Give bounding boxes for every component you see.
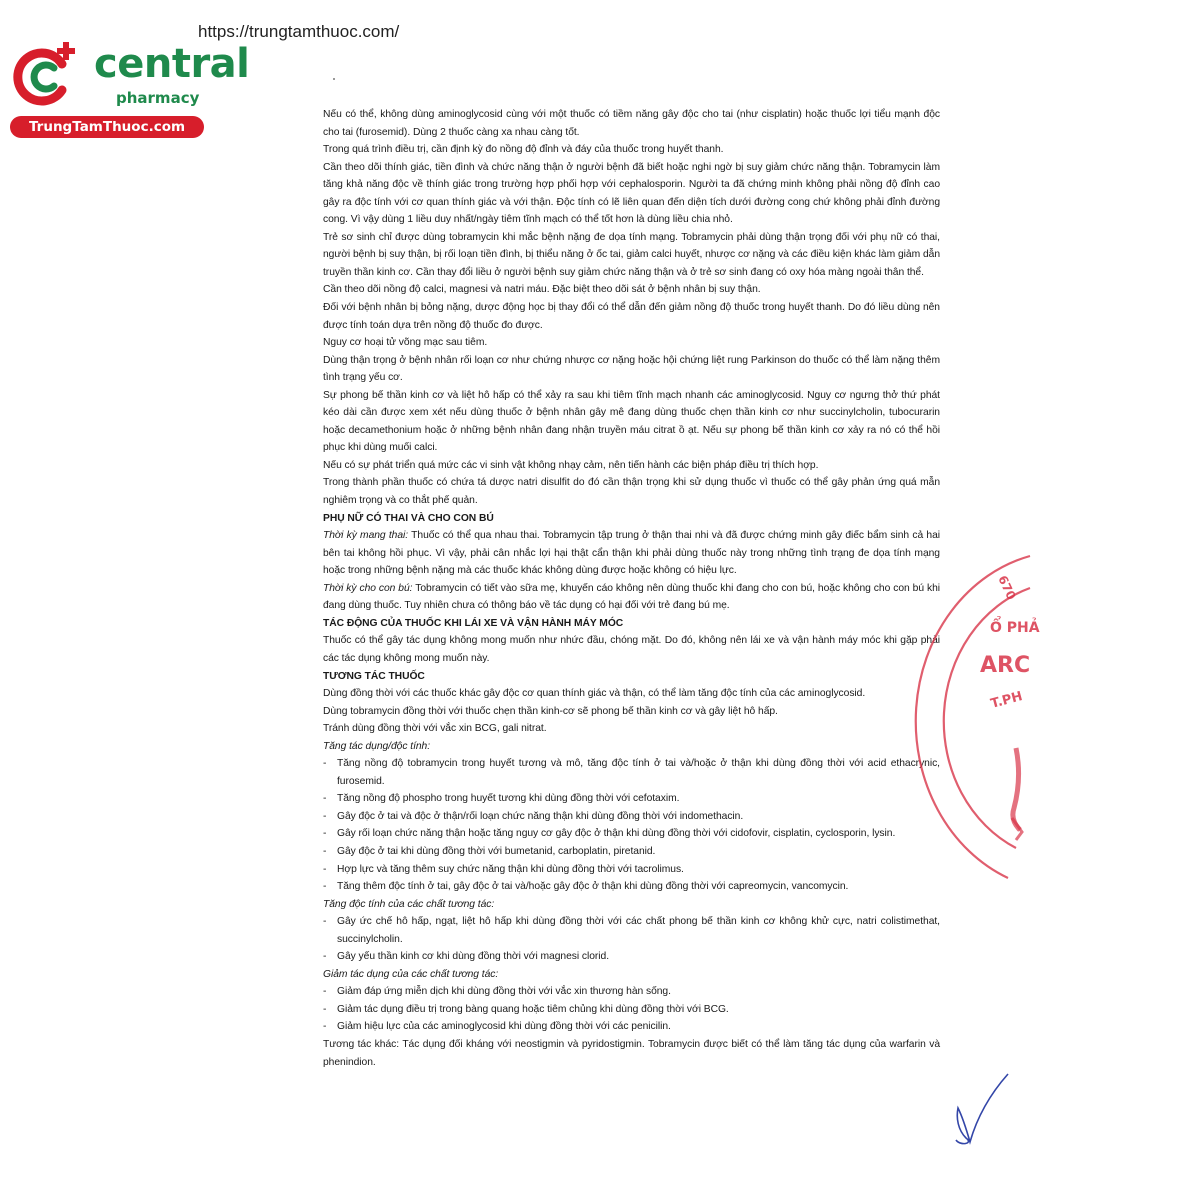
stamp-text-2: Ổ PHẢ <box>990 620 1040 636</box>
section-heading-pregnancy: PHỤ NỮ CÓ THAI VÀ CHO CON BÚ <box>323 512 494 524</box>
document-body <box>323 106 940 1071</box>
paragraph: Sự phong bế thần kinh cơ và liệt hô hấp có thể xảy ra sau khi tiêm tĩnh mạch nhanh các aminoglycosid. Nguy cơ ngưng thở thứ phát kéo dài cần được xem xét nếu dùng thuốc ở bệnh nhân gây mê đang dùng thuốc chẹn thần kinh cơ như succinylcholin, tubocurarin hoặc decamethonium hoặc ở những bệnh nhân đang nhận truyền máu citrat ồ ạt. Nếu sự phong bế thần kinh cơ xảy ra nó có thể hồi phục khi dùng muối calci. <box>323 389 940 454</box>
stamp-text-3: ARC <box>980 653 1031 678</box>
paragraph: Tương tác khác: Tác dụng đối kháng với neostigmin và pyridostigmin. Tobramycin được biết có thể làm tăng tác dụng của warfarin và phenindion. <box>323 1038 940 1068</box>
stamp-text-4: T.PH <box>989 689 1025 712</box>
list-item: - Gây độc ở tai khi dùng đồng thời với bumetanid, carboplatin, piretanid. <box>323 843 940 861</box>
logo-word: central <box>94 41 250 87</box>
list-item: - Giảm đáp ứng miễn dịch khi dùng đồng thời với vắc xin thương hàn sống. <box>323 983 940 1001</box>
section-heading-driving: TÁC ĐỘNG CỦA THUỐC KHI LÁI XE VÀ VẬN HÀNH MÁY MÓC <box>323 617 624 629</box>
signature-icon <box>948 1070 1010 1150</box>
list-item: - Tăng nồng độ phospho trong huyết tương khi dùng đồng thời với cefotaxim. <box>323 790 940 808</box>
paragraph: Dùng thận trọng ở bệnh nhân rối loạn cơ như chứng nhược cơ nặng hoặc hội chứng liệt rung Parkinson do thuốc có thể làm nặng thêm tình trạng yếu cơ. <box>323 354 940 384</box>
lactation-text: Tobramycin có tiết vào sữa mẹ, khuyến cáo không nên dùng thuốc khi đang cho con bú, hoặc không cho con bú khi đang dùng thuốc. Tuy nhiên chưa có thông báo về tác dụng có hại đối với trẻ đang bú mẹ. <box>323 582 940 612</box>
paragraph: Dùng đồng thời với các thuốc khác gây độc cơ quan thính giác và thận, có thể làm tăng độc tính của các aminoglycosid. <box>323 688 866 700</box>
paragraph: Nếu có thể, không dùng aminoglycosid cùng với một thuốc có tiềm năng gây độc cho tai (như cisplatin) hoặc thuốc lợi tiểu mạnh độc cho tai (furosemid). Dùng 2 thuốc càng xa nhau càng tốt. <box>323 109 940 138</box>
scan-mark <box>333 78 335 80</box>
list-item: - Gây yếu thần kinh cơ khi dùng đồng thời với magnesi clorid. <box>323 948 940 966</box>
paragraph: Cần theo dõi thính giác, tiền đình và chức năng thận ở người bệnh đã biết hoặc nghi ngờ bị suy giảm chức năng thận. Tobramycin làm tăng khả năng độc về thính giác trong trường hợp phối hợp với cephalosporin. Người ta đã chứng minh không phải nồng độ đỉnh cao gây ra độc tính với cơ quan thính giác và với thận. Độc tính có lẽ liên quan đến diện tích dưới đường cong chứ không phải đỉnh đường cong. Vì vậy dùng 1 liều duy nhất/ngày tiêm tĩnh mạch có thể tốt hơn là dùng liều chia nhỏ. <box>323 161 940 226</box>
list-item: - Tăng thêm độc tính ở tai, gây độc ở tai và/hoặc gây độc ở thận khi dùng đồng thời với capreomycin, vancomycin. <box>323 878 940 896</box>
list-item: - Hợp lực và tăng thêm suy chức năng thận khi dùng đồng thời với tacrolimus. <box>323 861 940 879</box>
list-item: - Gây ức chế hô hấp, ngạt, liệt hô hấp khi dùng đồng thời với các chất phong bế thần kinh cơ không khử cực, natri colistimethat, succinylcholin. <box>323 913 940 948</box>
list-item: - Gây độc ở tai và độc ở thận/rối loạn chức năng thận khi dùng đồng thời với indomethacin. <box>323 808 940 826</box>
paragraph: Cần theo dõi nồng độ calci, magnesi và natri máu. Đặc biệt theo dõi sát ở bệnh nhân bị suy thận. <box>323 284 761 296</box>
company-stamp-icon <box>968 548 1040 888</box>
paragraph-lactation <box>323 580 940 615</box>
paragraph: Trong thành phần thuốc có chứa tá dược natri disulfit do đó cần thận trọng khi sử dụng thuốc vì thuốc có thể gây phản ứng quá mẫn nghiêm trọng và co thắt phế quản. <box>323 477 940 507</box>
pregnancy-label: Thời kỳ mang thai: <box>323 530 409 542</box>
list-item: - Tăng nồng độ tobramycin trong huyết tương và mô, tăng độc tính ở tai và/hoặc ở thận khi dùng đồng thời với acid ethacrynic, furosemid. <box>323 755 940 790</box>
list-item: - Gây rối loạn chức năng thận hoặc tăng nguy cơ gây độc ở thận khi dùng đồng thời với cidofovir, cisplatin, cyclosporin, lysin. <box>323 825 940 843</box>
source-url[interactable]: https://trungtamthuoc.com/ <box>198 22 400 41</box>
paragraph: Dùng tobramycin đồng thời với thuốc chẹn thần kinh-cơ sẽ phong bế thần kinh cơ và gây liệt hô hấp. <box>323 705 778 717</box>
stamp-text-1: 670 <box>995 573 1019 602</box>
pregnancy-text: Thuốc có thể qua nhau thai. Tobramycin tập trung ở thận thai nhi và đã được chứng minh gây điếc bẩm sinh cả hai bên tai không hồi phục. Vì vậy, phải cân nhắc lợi hại thật cẩn thận khi phải dùng thuốc này trong những tình trạng đe dọa tính mạng hoặc trong những bệnh nặng mà các thuốc khác không dùng được hoặc không có hiệu lực. <box>323 530 940 577</box>
subheading-increased-effect: Tăng tác dụng/độc tính: <box>323 740 431 752</box>
paragraph-pregnancy <box>323 527 940 580</box>
subheading-decreased-effect: Giảm tác dụng của các chất tương tác: <box>323 968 499 980</box>
paragraph: Nếu có sự phát triển quá mức các vi sinh vật không nhạy cảm, nên tiến hành các biện pháp điều trị thích hợp. <box>323 459 819 471</box>
paragraph: Tránh dùng đồng thời với vắc xin BCG, gali nitrat. <box>323 723 547 735</box>
paragraph: Trẻ sơ sinh chỉ được dùng tobramycin khi mắc bệnh nặng đe dọa tính mạng. Tobramycin phải dùng thận trọng đối với phụ nữ có thai, người bệnh bị suy thận, bị rối loạn tiền đình, bị thiểu năng ở ốc tai, giảm calci huyết, nhược cơ nặng và các điều kiện khác làm giảm dẫn truyền thần kinh cơ. Cần thay đổi liều ở người bệnh suy giảm chức năng thận và ở trẻ sơ sinh đang có oxy hóa màng ngoài thân thể. <box>323 231 940 278</box>
logo-subtitle: pharmacy <box>116 89 200 107</box>
paragraph: Thuốc có thể gây tác dụng không mong muốn như nhức đầu, chóng mặt. Do đó, không nên lái xe và vận hành máy móc khi gặp phải các tác dụng không mong muốn này. <box>323 635 940 664</box>
logo-mark-icon <box>8 34 98 114</box>
section-heading-interactions: TƯƠNG TÁC THUỐC <box>323 670 425 682</box>
lactation-label: Thời kỳ cho con bú: <box>323 582 413 594</box>
list-item: - Giảm hiệu lực của các aminoglycosid khi dùng đồng thời với các penicilin. <box>323 1018 940 1036</box>
subheading-increased-toxicity: Tăng độc tính của các chất tương tác: <box>323 898 495 910</box>
paragraph: Đối với bệnh nhân bị bỏng nặng, dược động học bị thay đổi có thể dẫn đến giảm nồng độ thuốc trong huyết thanh. Do đó liều dùng nên được tính toán dựa trên nồng độ thuốc đo được. <box>323 302 940 331</box>
paragraph: Nguy cơ hoại tử võng mạc sau tiêm. <box>323 337 488 349</box>
central-pharmacy-logo[interactable] <box>8 34 250 140</box>
list-item: - Giảm tác dụng điều trị trong bàng quang hoặc tiêm chủng khi dùng đồng thời với BCG. <box>323 1001 940 1019</box>
logo-site-bar: TrungTamThuoc.com <box>10 116 204 138</box>
paragraph: Trong quá trình điều trị, cần định kỳ đo nồng độ đỉnh và đáy của thuốc trong huyết thanh. <box>323 144 724 156</box>
